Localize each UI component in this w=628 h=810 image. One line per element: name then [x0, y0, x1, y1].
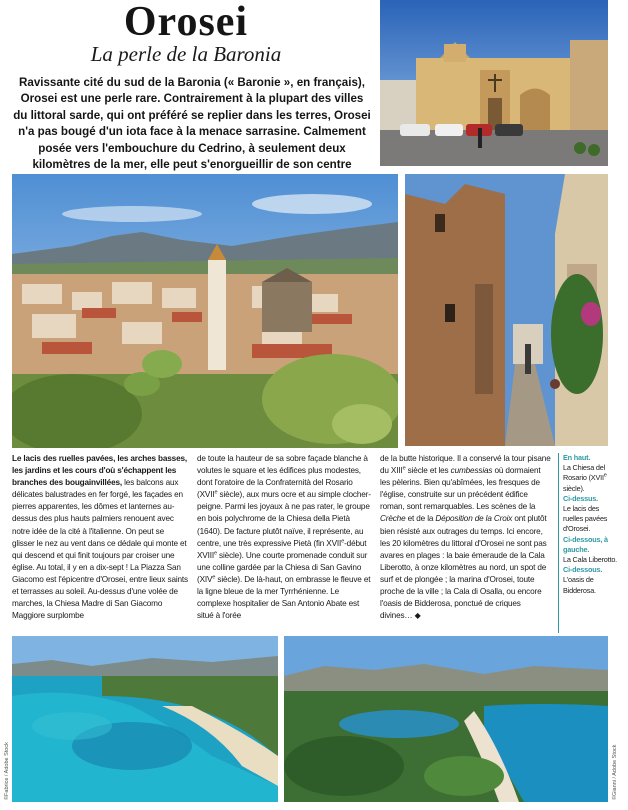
photo-credit-right: ©Gianni / Adobe Stock — [612, 744, 618, 800]
column-2-sup: e — [341, 537, 345, 544]
caption-text: La Chiesa del Rosario (XVII — [563, 463, 606, 483]
photo-orosei-panorama — [12, 174, 398, 448]
column-2-sup: e — [214, 489, 218, 496]
column-2-sup: e — [212, 574, 216, 581]
caption-heading: Ci-dessous. — [563, 565, 603, 575]
column-3-part-b: siècle et les — [405, 466, 451, 476]
caption-text: La Cala Liberotto. — [563, 555, 618, 565]
caption-sup: e — [603, 472, 607, 479]
photo-chiesa-rosario — [380, 0, 608, 166]
photo-oasis-bidderosa — [284, 636, 608, 802]
caption-text: Le lacis des ruelles pavées d'Orosei. — [563, 504, 608, 534]
column-3-part-a: de la butte historique. Il a conservé la tour pisane du XIII — [380, 454, 551, 476]
column-2-part-a: de toute la hauteur de sa sobre façade blanche à volutes le square et les édifices plus modestes, dont l'oratoire de la Confraternità del Rosario (XVII — [197, 454, 368, 500]
photo-cala-liberotto — [12, 636, 278, 802]
column-3-italic: cumbessias — [450, 466, 493, 476]
caption-divider — [558, 453, 559, 633]
text-column-2 — [197, 453, 373, 622]
column-1-text: les balcons aux délicates balustrades en fer forgé, les façades en pierres apparentes, les dômes et lanternes au-dessus des plus hauts palmiers renouent avec notre idée de la cité à l'italienne. On peut se glisser le nez au vent dans ce dédale qui monte et qui descend et qui finit toujours par croiser une église. Au total, il y en a dix-sept ! La Piazza San Giacomo est l'épicentre d'Orosei, entre lieux saints et terrasses au soleil. Au-dessus d'une volée de marches, la Chiesa Madre di San Giacomo Maggiore surplombe — [12, 478, 188, 621]
text-column-3 — [380, 453, 552, 622]
page-title: Orosei — [123, 0, 249, 45]
column-2-part-b: siècle), aux murs ocre et au simple clocher-peigne. Parmi les joyaux à ne pas rater, le groupe en bois polychrome de la Chiesa della Pietà (1640). De facture plutôt naïve, il représente, au centre, une très expressive Pietà (fin XVII — [197, 490, 371, 548]
column-2-sup: e — [214, 550, 217, 557]
column-2-part-e: siècle). De là-haut, on embrasse le fleuve et la ligne bleue de la mer Tyrrhénienne. Le complexe hospitalier de San Antonio Abate est situé à l'orée — [197, 574, 371, 621]
text-column-1 — [12, 453, 188, 622]
column-2-part-d: siècle). Une courte promenade conduit sur une colline gardée par la Chiesa di San Gavino (XIV — [197, 550, 368, 584]
column-3-part-e: ont plutôt bien résisté aux outrages du temps. Ici encore, les 20 kilomètres du littoral d'Orosei ne sont pas avares en plages : la baie émeraude de la Cala Liberotto, à onze kilomètres au nord, un spot de surf et de plongée ; la marina d'Orosei, toute proche de la ville ; la Cala di Osalla, ou encore l'oasis de Bidderosa, ponctué de criques divines… — [380, 514, 547, 621]
column-1-lead: Le lacis des ruelles pavées, les arches basses, les jardins et les cours d'où s'échappent les branches des bougainvillées, — [12, 454, 188, 488]
caption-heading: Ci-dessous, à gauche. — [563, 534, 608, 554]
end-mark: ◆ — [414, 611, 421, 621]
caption-heading: Ci-dessus. — [563, 493, 598, 503]
column-2-part-c: -début XVIII — [197, 538, 367, 560]
photo-captions — [563, 453, 619, 596]
caption-heading: En haut. — [563, 453, 591, 462]
intro-paragraph: Ravissante cité du sud de la Baronia (« Baronie », en français), Orosei est une perle rare. Contrairement à la plupart des villes du littoral sarde, qui ont préféré se replier dans les terres, Orosei n'a pas bougé d'un iota face à la menace sarrasine. Calmement posée vers l'embouchure du Cedrino, à seulement deux kilomètres de la mer, elle peut s'enorgueillir de son centre — [13, 76, 371, 172]
photo-ruelle — [405, 174, 608, 446]
column-3-part-c: où dormaient les pèlerins. Bien qu'abîmées, les fresques de l'église, construite sur un précédent édifice roman, sont remarquables. Les scènes de la — [380, 466, 541, 512]
caption-text: L'oasis de Bidderosa. — [563, 575, 596, 595]
column-3-italic: Déposition de la Croix — [435, 514, 513, 524]
column-3-part-d: et de la — [405, 514, 436, 524]
caption-text: siècle). — [563, 483, 585, 493]
page-subtitle: La perle de la Baronia — [90, 42, 282, 66]
photo-credit-left: ©Fabrice / Adobe Stock — [4, 742, 10, 800]
column-3-italic: Crèche — [380, 514, 406, 524]
column-3-sup: e — [402, 465, 406, 472]
